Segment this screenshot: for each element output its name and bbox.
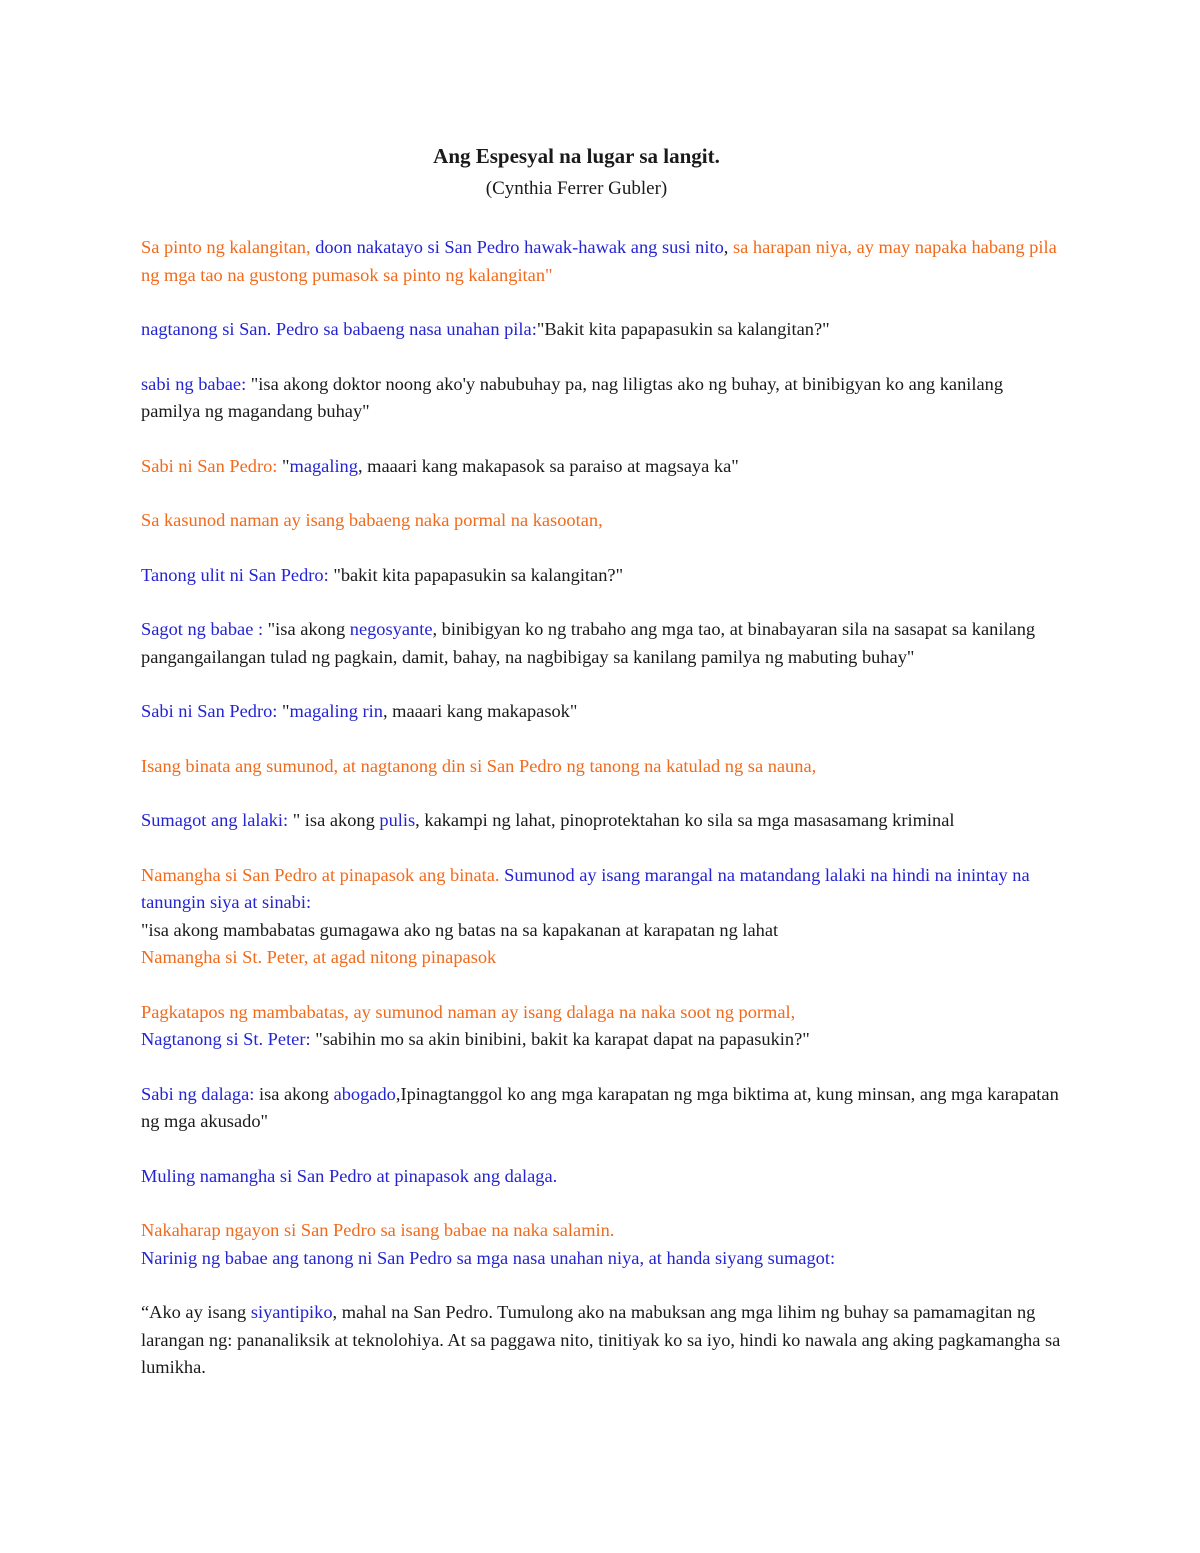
text-run: magaling rin [289, 701, 383, 721]
para-pedro-amazed [141, 1163, 1061, 1191]
paragraph-gap [141, 1190, 1061, 1217]
para-young-man [141, 753, 1061, 781]
text-run: Tanong ulit ni San Pedro: [141, 564, 334, 585]
paragraph-line [141, 944, 1061, 972]
text-run: Sabi ni San Pedro: [141, 701, 282, 721]
text-run: abogado [333, 1083, 396, 1104]
text-run: " [282, 455, 290, 476]
text-run: Sagot ng babae : [141, 619, 268, 639]
text-run: Nakaharap ngayon si San Pedro sa isang babae na naka salamin. [141, 1220, 615, 1240]
para-intro [141, 234, 1061, 289]
text-run: “Ako ay isang [141, 1302, 251, 1322]
para-pedro-reply-2 [141, 698, 1061, 726]
para-doctor-answer [141, 371, 1061, 426]
text-run: "bakit kita papapasukin sa kalangitan?" [333, 564, 624, 585]
paragraph-line [141, 1026, 1061, 1054]
paragraph-line [141, 917, 1061, 945]
text-run: "isa akong doktor noong ako'y nabubuhay pa, nag liligtas ako ng buhay, at binibigyan ko ang kanilang pamilya ng magandang buhay" [141, 373, 1004, 421]
paragraph-line [141, 999, 1061, 1027]
paragraph-gap [141, 972, 1061, 999]
text-run: Sa pinto ng kalangitan, [141, 237, 316, 257]
text-run: "Bakit kita papapasukin sa kalangitan?" [536, 319, 830, 339]
paragraph-gap [141, 1054, 1061, 1081]
para-lawyer-question [141, 999, 1061, 1054]
text-run: Namangha si San Pedro at pinapasok ang binata. [141, 864, 505, 885]
text-run: " isa akong [292, 810, 380, 830]
text-run: , kakampi ng lahat, pinoprotektahan ko sila sa mga masasamang kriminal [415, 810, 955, 830]
paragraph-gap [141, 426, 1061, 453]
paragraph-line [141, 862, 1061, 917]
paragraph-gap [141, 835, 1061, 862]
text-run: doon nakatayo si San Pedro hawak-hawak ang susi nito [315, 237, 724, 257]
text-run: negosyante [349, 619, 433, 639]
paragraph-gap [141, 289, 1061, 316]
text-run: "sabihin mo sa akin binibini, bakit ka karapat dapat na papasukin?" [315, 1029, 810, 1049]
text-run: Isang binata ang sumunod, at nagtanong din si San Pedro ng tanong na katulad ng sa nauna, [141, 755, 817, 776]
para-businesswoman-answer [141, 616, 1061, 671]
paragraph-gap [141, 1136, 1061, 1163]
text-run: "isa akong [267, 619, 350, 639]
para-next-woman [141, 507, 1061, 535]
text-run: sa harapan niya, ay may napaka habang pila ng mga tao na gustong pumasok sa pinto ng kalangitan" [141, 237, 1057, 285]
text-run: , mahal na San Pedro. Tumulong ako na mabuksan ang mga lihim ng buhay sa pamamagitan ng larangan ng: pananaliksik at teknolohiya. At sa paggawa nito, tinitiyak ko sa iyo, hindi ko nawala ang aking pagkamangha sa lumikha. [141, 1302, 1061, 1377]
text-run: , binibigyan ko ng trabaho ang mga tao, at binabayaran sila na sasapat sa kanilang pangangailangan tulad ng pagkain, damit, bahay, na nagbibigay sa kanilang pamilya ng mabuting buhay" [141, 619, 1036, 667]
para-pedro-reply-1 [141, 453, 1061, 481]
para-lawmaker [141, 862, 1061, 972]
paragraph-gap [141, 589, 1061, 616]
text-run: nagtanong si San. Pedro sa babaeng nasa unahan pila: [141, 319, 537, 339]
para-question-1 [141, 316, 1061, 344]
paragraph-gap [141, 671, 1061, 698]
paragraph-gap [141, 480, 1061, 507]
text-run: , [723, 237, 733, 257]
paragraph-gap [141, 344, 1061, 371]
para-question-2 [141, 562, 1061, 590]
para-scientist-answer [141, 1299, 1061, 1382]
document-author: (Cynthia Ferrer Gubler) [485, 178, 668, 199]
text-run: Namangha si St. Peter, at agad nitong pinapasok [141, 947, 497, 967]
text-run: Sumagot ang lalaki: [141, 810, 293, 830]
text-run: " [282, 701, 290, 721]
text-run: , maaari kang makapasok sa paraiso at magsaya ka" [357, 455, 739, 476]
text-run: Muling namangha si San Pedro at pinapasok ang dalaga. [141, 1165, 558, 1186]
text-run: Nagtanong si St. Peter: [141, 1029, 316, 1049]
paragraph-gap [141, 780, 1061, 807]
paragraph-gap [141, 1272, 1061, 1299]
text-run: magaling [289, 455, 358, 476]
document-title: Ang Espesyal na lugar sa langit. [433, 144, 720, 168]
para-lawyer-answer [141, 1081, 1061, 1136]
text-run: Sabi ng dalaga: [141, 1083, 259, 1104]
text-run: ,Ipinagtanggol ko ang mga karapatan ng mga biktima at, kung minsan, ang mga karapatan ng mga akusado" [141, 1083, 1059, 1131]
para-police-answer [141, 807, 1061, 835]
text-run: siyantipiko [250, 1302, 333, 1322]
text-run: sabi ng babae: [141, 373, 251, 394]
text-run: pulis [379, 810, 416, 830]
text-run: Sumunod ay isang marangal na matandang lalaki na hindi na inintay na tanungin siya at sinabi: [141, 864, 1030, 912]
paragraph-gap [141, 535, 1061, 562]
text-run: isa akong [258, 1083, 334, 1104]
paragraph-gap [141, 726, 1061, 753]
para-scientist-intro [141, 1217, 1061, 1272]
paragraph-line [141, 1217, 1061, 1245]
text-run: Sabi ni San Pedro: [141, 455, 282, 476]
text-run: Sa kasunod naman ay isang babaeng naka pormal na kasootan, [141, 510, 603, 530]
document-body [141, 234, 1061, 1382]
text-run: , maaari kang makapasok" [382, 701, 578, 721]
paragraph-line [141, 1245, 1061, 1273]
text-run: Narinig ng babae ang tanong ni San Pedro sa mga nasa unahan niya, at handa siyang sumagot: [141, 1247, 836, 1268]
text-run: "isa akong mambabatas gumagawa ako ng batas na sa kapakanan at karapatan ng lahat [141, 919, 779, 940]
text-run: Pagkatapos ng mambabatas, ay sumunod naman ay isang dalaga na naka soot ng pormal, [141, 1001, 796, 1022]
